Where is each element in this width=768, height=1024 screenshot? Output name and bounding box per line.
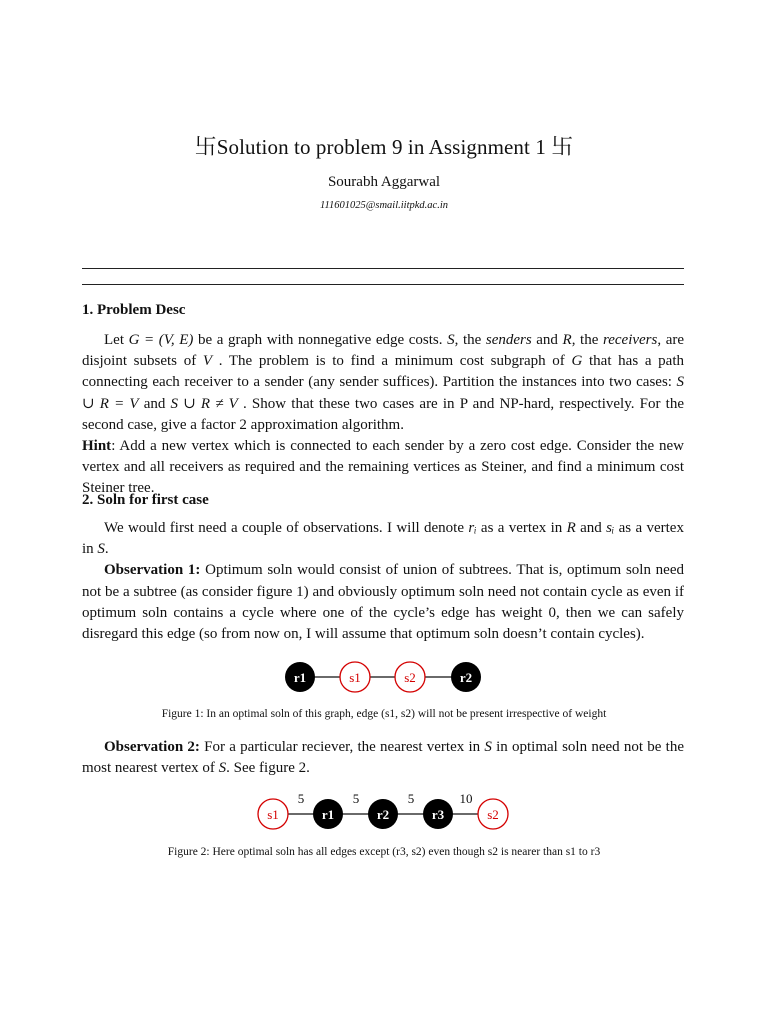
figure-1-caption: Figure 1: In an optimal soln of this graph, edge (s1, s2) will not be present irrespective of weight [161, 708, 607, 720]
node-label-r3: r3 [431, 807, 445, 822]
edge-weight: 5 [297, 791, 305, 806]
node-label-r2: r2 [376, 807, 390, 822]
author-name: Sourabh Aggarwal [327, 174, 441, 190]
section-heading-problem: 1. Problem Desc [82, 302, 186, 318]
edge-weight: 10 [459, 791, 473, 806]
title-text: Solution to problem 9 in Assignment 1 [216, 135, 546, 159]
node-label-s1: s1 [267, 807, 279, 822]
divider-top [82, 268, 684, 269]
edge-weight: 5 [407, 791, 415, 806]
node-label-r1: r1 [321, 807, 335, 822]
swastika-icon: 卐 [551, 135, 574, 160]
observation-2-label: Observation 2: [104, 739, 200, 755]
figure-2-caption: Figure 2: Here optimal soln has all edges except (r3, s2) even though s2 is nearer than s1 to r3 [167, 846, 601, 858]
soln-intro: We would first need a couple of observations. I will denote rᵢ as a vertex in R and sᵢ as a vertex in S. Observation 1: Optimum soln would consist of union of subtrees. That is, optimum soln need not be a subtree (as consider figure 1) and obviously optimum soln need not contain cycle as even if optimum soln contains a cycle where one of the cycle’s edge has weight 0, then we can safely disregard this edge (so from now on, I will assume that optimum soln doesn’t contain cycles). [82, 520, 684, 643]
node-label-r2: r2 [459, 670, 473, 685]
figure-1-graph [0, 655, 768, 700]
observation-1-label: Observation 1: [104, 562, 201, 579]
node-label-s2: s2 [404, 670, 416, 685]
node-label-r1: r1 [293, 670, 307, 685]
figure-2-graph [0, 788, 768, 838]
divider-bottom [82, 284, 684, 285]
observation-2: Observation 2: For a particular reciever, the nearest vertex in S in optimal soln need not be the most nearest vertex of S. See figure 2. [82, 739, 684, 777]
swastika-icon: 卐 [194, 135, 217, 160]
page-title [0, 130, 768, 161]
hint-label: Hint [82, 438, 112, 455]
node-label-s2: s2 [487, 807, 499, 822]
problem-description: Let G = (V, E) be a graph with nonnegative edge costs. S, the senders and R, the receivers, are disjoint subsets of V . The problem is to find a minimum cost subgraph of G that has a path connecting each receiver to a sender (any sender suffices). Partition the instances into two cases: S ∪ R = V and S ∪ R ≠ V . Show that these two cases are in P and NP-hard, respectively. For the second case, give a factor 2 approximation algorithm. Hint: Add a new vertex which is connected to each sender by a zero cost edge. Consider the new vertex and all receivers as required and the remaining vertices as Steiner, and find a minimum cost Steiner tree. [82, 332, 685, 497]
author-email: 111601025@smail.iitpkd.ac.in [320, 200, 448, 211]
node-label-s1: s1 [349, 670, 361, 685]
section-heading-soln: 2. Soln for first case [82, 492, 209, 508]
edge-weight: 5 [352, 791, 360, 806]
